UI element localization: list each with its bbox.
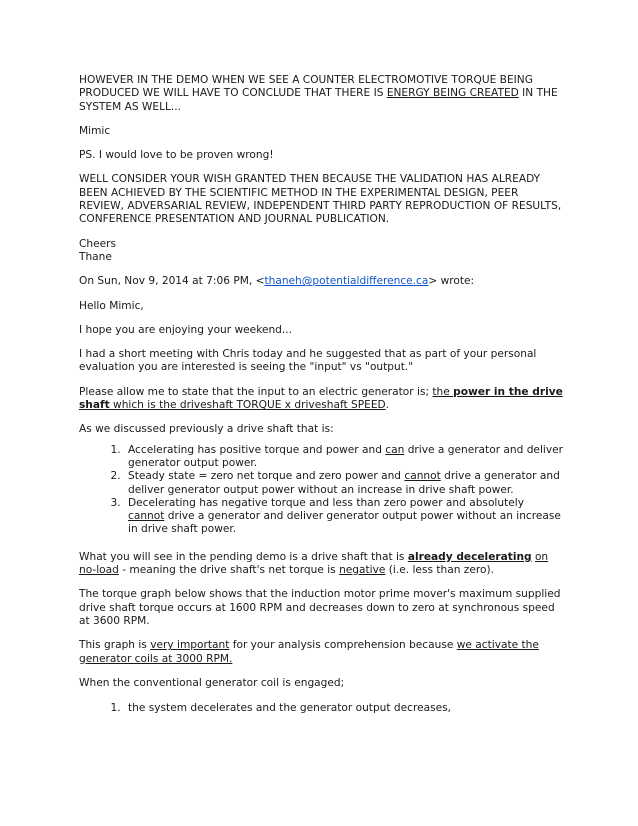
underlined-text: the	[432, 385, 454, 398]
bold-underlined-text: already decelerating	[407, 550, 532, 563]
underlined-text: very important	[150, 639, 230, 652]
paragraph-demo-claim	[79, 74, 563, 114]
bold-underlined-text: power in the drive shaft	[79, 385, 563, 412]
text: > wrote:	[428, 275, 475, 288]
text: Decelerating has negative torque and less than zero power and absolutely	[128, 496, 524, 509]
reply-paragraph: WELL CONSIDER YOUR WISH GRANTED THEN BECAUSE THE VALIDATION HAS ALREADY BEEN ACHIEVED BY THE SCIENTIFIC METHOD IN THE EXPERIMENTAL DESIGN, PEER REVIEW, ADVERSARIAL REVIEW, INDEPENDENT THIRD PARTY REPRODUCTION OF RESULTS, CONFERENCE PRESENTATION AND JOURNAL PUBLICATION.	[79, 173, 562, 226]
text: drive a generator and deliver generator output power without an increase in drive shaft power.	[128, 510, 561, 536]
paragraph-hope: I hope you are enjoying your weekend...	[79, 323, 293, 336]
paragraph-torque-graph: The torque graph below shows that the induction motor prime mover's maximum supplied drive shaft torque occurs at 1600 RPM and decreases down to zero at synchronous speed at 3600 RPM.	[79, 588, 561, 627]
text: IN THE SYSTEM AS WELL...	[79, 87, 558, 113]
list-item: 1. the system decelerates and the generator output decreases,	[124, 702, 563, 715]
text: What you will see in the pending demo is a drive shaft that is	[79, 550, 408, 563]
engaged-list	[79, 702, 563, 715]
text: drive a generator and deliver generator output power.	[128, 443, 563, 469]
text: drive a generator and deliver generator output power without an increase in drive shaft power.	[128, 470, 560, 496]
text: This graph is	[79, 639, 151, 652]
drive-shaft-list	[79, 444, 563, 537]
text: HOWEVER IN THE DEMO WHEN WE SEE A COUNTER ELECTROMOTIVE TORQUE BEING PRODUCED WE WILL HAVE TO CONCLUDE THAT THERE IS	[79, 74, 533, 100]
greeting: Hello Mimic,	[79, 299, 144, 312]
paragraph-discussed: As we discussed previously a drive shaft that is:	[79, 423, 334, 436]
text: Steady state = zero net torque and zero power and	[128, 470, 405, 483]
paragraph-graph-importance	[79, 639, 563, 666]
underlined-text: can	[385, 443, 405, 456]
postscript: PS. I would love to be proven wrong!	[79, 149, 274, 162]
signature-thane: Thane	[79, 250, 112, 263]
signoff	[79, 238, 563, 265]
underlined-text: negative	[339, 564, 386, 577]
quote-header	[79, 275, 563, 288]
text: - meaning the drive shaft's net torque is	[118, 564, 340, 577]
text: (i.e. less than zero).	[385, 564, 494, 577]
text: for your analysis comprehension because	[229, 639, 457, 652]
email-link[interactable]: thaneh@potentialdifference.ca	[264, 275, 429, 288]
text: Please allow me to state that the input to an electric generator is;	[79, 385, 433, 398]
paragraph-meeting: I had a short meeting with Chris today and he suggested that as part of your personal evaluation you are interested is seeing the "input" vs "output."	[79, 348, 537, 374]
paragraph-input-definition	[79, 386, 563, 413]
list-item	[124, 444, 563, 471]
underlined-text: cannot	[404, 470, 441, 483]
underlined-text: ENERGY BEING CREATED	[386, 87, 519, 100]
cheers-text: Cheers	[79, 237, 117, 250]
underlined-text: on no-load	[79, 550, 549, 577]
text: On Sun, Nov 9, 2014 at 7:06 PM, <	[79, 275, 265, 288]
signature-mimic: Mimic	[79, 124, 111, 137]
list-item	[124, 497, 563, 537]
underlined-text: we activate the generator coils at 3000 RPM.	[79, 639, 539, 665]
email-document	[79, 74, 563, 726]
underlined-text: cannot	[128, 510, 165, 523]
paragraph-pending-demo	[79, 551, 563, 578]
list-item	[124, 470, 563, 497]
underlined-text: which is the driveshaft TORQUE x driveshaft SPEED	[109, 399, 386, 412]
text: .	[385, 399, 390, 412]
paragraph-engaged: When the conventional generator coil is engaged;	[79, 676, 345, 689]
text: Accelerating has positive torque and power and	[128, 443, 386, 456]
